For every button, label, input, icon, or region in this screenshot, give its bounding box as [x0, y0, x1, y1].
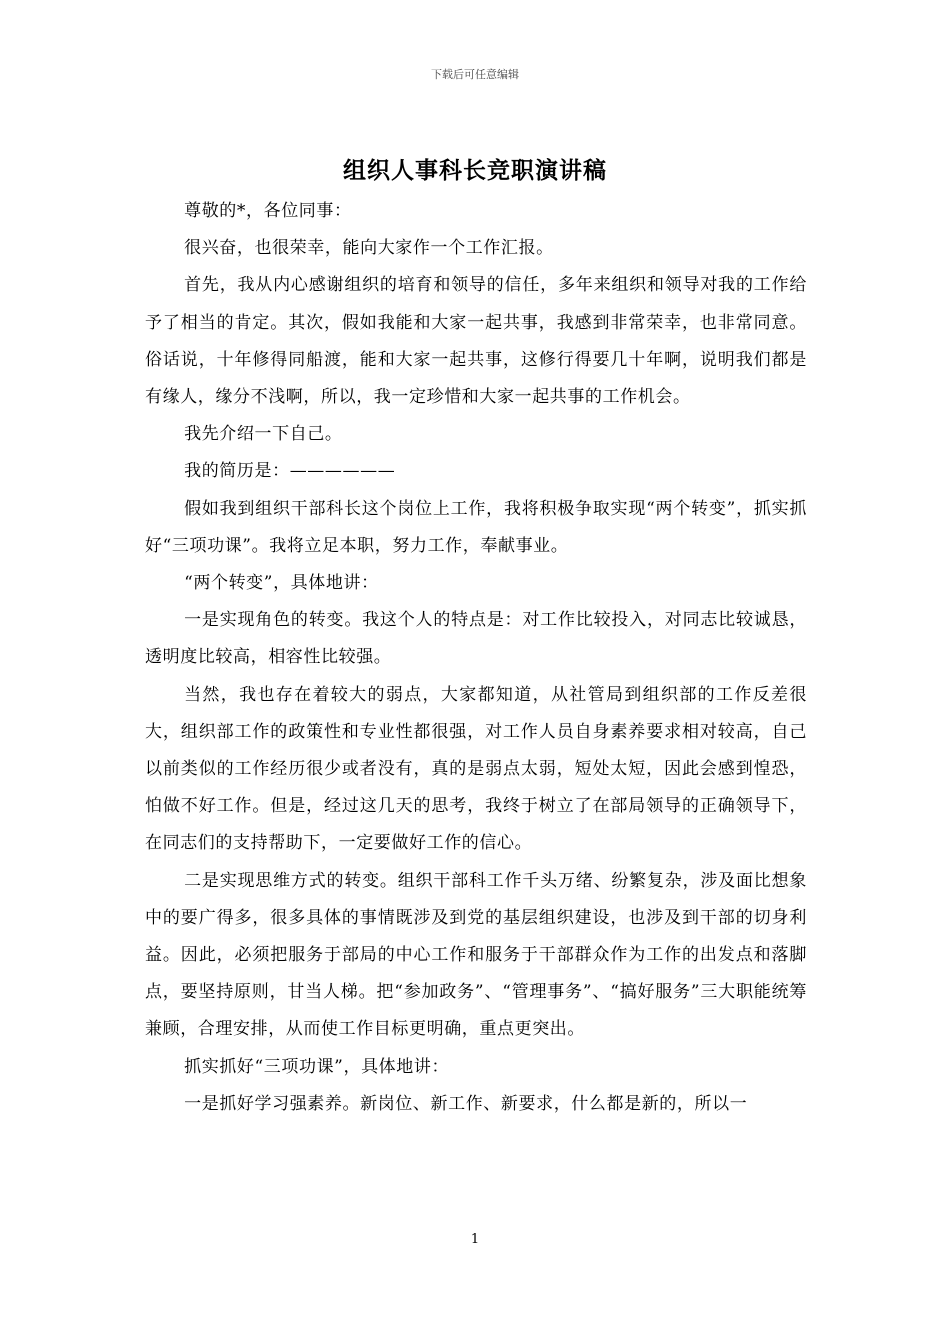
paragraph-greeting: 很兴奋，也很荣幸，能向大家作一个工作汇报。 — [184, 238, 554, 259]
page-number: 1 — [470, 1232, 480, 1247]
paragraph-study: 一是抓好学习强素养。新岗位、新工作、新要求，什么都是新的，所以一 — [184, 1093, 748, 1114]
document-title: 组织人事科长竞职演讲稿 — [343, 157, 607, 184]
paragraph-two-changes-heading: “两个转变”，具体地讲： — [184, 573, 379, 594]
paragraph-resume: 我的简历是：—————— — [184, 461, 396, 482]
paragraph-weakness: 当然，我也存在着较大的弱点，大家都知道，从社管局到组织部的工作反差很大，组织部工作的政策性和专业性都很强，对工作人员自身素养要求相对较高，自己以前类似的工作经历很少或者没有，真的是弱点太弱，短处太短，因此会感到惶恐，怕做不好工作。但是，经过这几天的思考，我终于树立了在部局领导的正确领导下，在同志们的支持帮助下，一定要做好工作的信心。 — [145, 684, 807, 854]
paragraph-role-change: 一是实现角色的转变。我这个人的特点是：对工作比较投入，对同志比较诚恳，透明度比较高，相容性比较强。 — [145, 610, 807, 668]
header-note: 下载后可任意编辑 — [431, 68, 519, 81]
paragraph-plan: 假如我到组织干部科长这个岗位上工作，我将积极争取实现“两个转变”，抓实抓好“三项功课”。我将立足本职，努力工作，奉献事业。 — [145, 498, 807, 556]
paragraph-three-lessons-heading: 抓实抓好“三项功课”，具体地讲： — [184, 1056, 450, 1077]
paragraph-gratitude: 首先，我从内心感谢组织的培育和领导的信任，多年来组织和领导对我的工作给予了相当的肯定。其次，假如我能和大家一起共事，我感到非常荣幸，也非常同意。俗话说，十年修得同船渡，能和大家一起共事，这修行得要几十年啊，说明我们都是有缘人，缘分不浅啊，所以，我一定珍惜和大家一起共事的工作机会。 — [145, 275, 807, 408]
document-body — [145, 193, 807, 1123]
paragraph-thinking-change: 二是实现思维方式的转变。组织干部科工作千头万绪、纷繁复杂，涉及面比想象中的要广得多，很多具体的事情既涉及到党的基层组织建设，也涉及到干部的切身利益。因此，必须把服务于部局的中心工作和服务于干部群众作为工作的出发点和落脚点，要坚持原则，甘当人梯。把“参加政务”、“管理事务”、“搞好服务”三大职能统筹兼顾，合理安排，从而使工作目标更明确，重点更突出。 — [145, 870, 807, 1040]
paragraph-intro: 我先介绍一下自己。 — [184, 424, 343, 445]
paragraph-salutation: 尊敬的*，各位同事： — [184, 201, 352, 221]
